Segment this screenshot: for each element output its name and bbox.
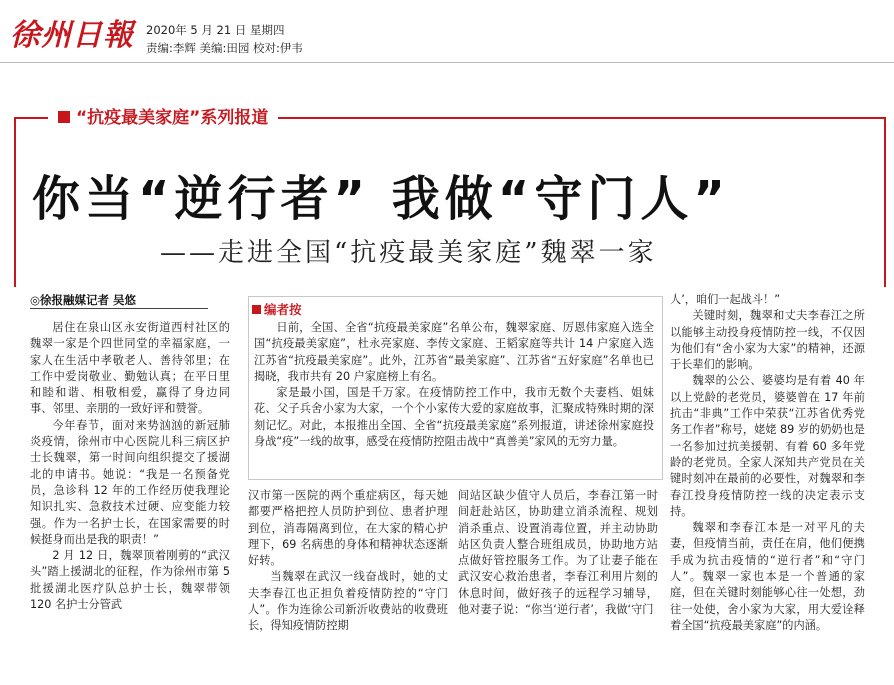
article-column-2 xyxy=(248,488,448,635)
paragraph: 汉市第一医院的两个重症病区，每天她都要严格把控人员防护到位、患者护理到位，消毒隔离到位，在大家的精心护理下，69 名病患的身体和精神状态逐渐好转。 xyxy=(248,489,448,568)
date-line: 2020年 5 月 21 日 星期四 xyxy=(146,23,285,37)
paragraph: 家是最小国，国是千万家。在疫情防控工作中，我市无数个夫妻档、姐妹花、父子兵舍小家为大家，一个个小家传大爱的家庭故事，汇聚成特殊时期的深刻记忆。对此，本报推出全国、全省“抗疫最美家庭”系列报道，讲述徐州家庭投身战“疫”一线的故事，感受在疫情防控阻击战中“真善美”家风的无穷力量。 xyxy=(254,386,654,449)
subtitle: ——走进全国“抗疫最美家庭”魏翠一家 xyxy=(160,238,657,268)
red-square-icon xyxy=(252,305,261,314)
red-square-icon xyxy=(58,111,70,123)
frame-right xyxy=(884,117,886,287)
editor-note-title-text: 编者按 xyxy=(264,302,302,317)
frame-left xyxy=(14,117,16,287)
editor-note-body xyxy=(254,320,654,450)
article-column-4 xyxy=(670,292,865,634)
paragraph: 魏翠和李春江本是一对平凡的夫妻，但疫情当前，责任在肩，他们便携手成为抗击疫情的“逆行者”和“守门人”。魏翠一家也本是一个普通的家庭，但在关键时刻能够心往一处想，劲往一处使，舍小家为大家，用大爱诠释着全国“抗疫最美家庭”的内涵。 xyxy=(670,521,865,632)
paragraph: 间站区缺少值守人员后，李春江第一时间赶赴站区，协助建立消杀流程、规划消杀重点、设置消毒位置，并主动协助站区负责人整合班组成员，协助地方站点做好管控服务工作。为了让妻子能在武汉安心救治患者，李春江利用片刻的休息时间，做好孩子的远程学习辅导，他对妻子说：“你当‘逆行者’，我做‘守门 xyxy=(458,489,658,617)
credits-line: 责编:李辉 美编:田园 校对:伊韦 xyxy=(146,41,303,55)
paragraph: 人’，咱们一起战斗！” xyxy=(670,293,781,306)
series-label xyxy=(48,103,278,128)
article-column-1 xyxy=(30,320,230,613)
article-column-3 xyxy=(458,488,658,618)
paragraph: 关键时刻，魏翠和丈夫李春江之所以能够主动投身疫情防控一线，不仅因为他们有“舍小家为大家”的精神，还源于长辈们的影响。 xyxy=(670,309,865,372)
paragraph: 2 月 12 日，魏翠顶着刚剪的“武汉头”踏上援湖北的征程，作为徐州市第 5 批援湖北医疗队总护士长，魏翠带领 120 名护士分管武 xyxy=(30,549,230,612)
paragraph: 当魏翠在武汉一线奋战时，她的丈夫李春江也正担负着疫情防控的“守门人”。作为连徐公司新沂收费站的收费班长，得知疫情防控期 xyxy=(248,570,448,633)
series-label-text: “抗疫最美家庭”系列报道 xyxy=(76,108,269,128)
byline: ◎徐报融媒记者 吴悠 xyxy=(30,293,137,307)
paragraph: 今年春节，面对来势汹汹的新冠肺炎疫情，徐州市中心医院儿科三病区护士长魏翠，第一时间向组织提交了援湖北的申请书。她说：“我是一名预备党员，急诊科 12 年的工作经历使我理论知识扎实、急救技术过硬、应变能力较强。作为一名护士长，在国家需要的时候挺身而出是我的职责！” xyxy=(30,418,230,546)
paragraph: 居住在泉山区永安街道西村社区的魏翠一家是个四世同堂的幸福家庭，一家人在生活中孝敬老人、善待邻里；在工作中爱岗敬业、勤勉认真；在平日里和睦和谐、相敬相爱，赢得了身边同事、邻里、亲朋的一致好评和赞誉。 xyxy=(30,321,230,416)
masthead-divider xyxy=(0,62,894,63)
paragraph: 日前，全国、全省“抗疫最美家庭”名单公布，魏翠家庭、厉恩伟家庭入选全国“抗疫最美家庭”，杜永亮家庭、李传文家庭、王韬家庭等共计 14 户家庭入选江苏省“抗疫最美家庭”。此外，江苏省“最美家庭”、江苏省“五好家庭”名单也已揭晓，我市共有 20 户家庭榜上有名。 xyxy=(254,321,654,383)
editor-note-title xyxy=(252,300,302,318)
headline: 你当“逆行者” 我做“守门人” xyxy=(32,171,730,227)
paragraph: 魏翠的公公、婆婆均是有着 40 年以上党龄的老党员，婆婆曾在 17 年前抗击“非典”工作中荣获“江苏省优秀党务工作者”称号，姥姥 89 岁的奶奶也是一名参加过抗美援朝、有着 60 多年党龄的老党员。全家人深知共产党员在关键时刻冲在最前的必要性，对魏翠和李春江投身疫情防控一线的决定表示支持。 xyxy=(670,374,865,518)
byline-rule xyxy=(30,308,208,309)
newspaper-logo: 徐州日報 xyxy=(10,18,134,53)
